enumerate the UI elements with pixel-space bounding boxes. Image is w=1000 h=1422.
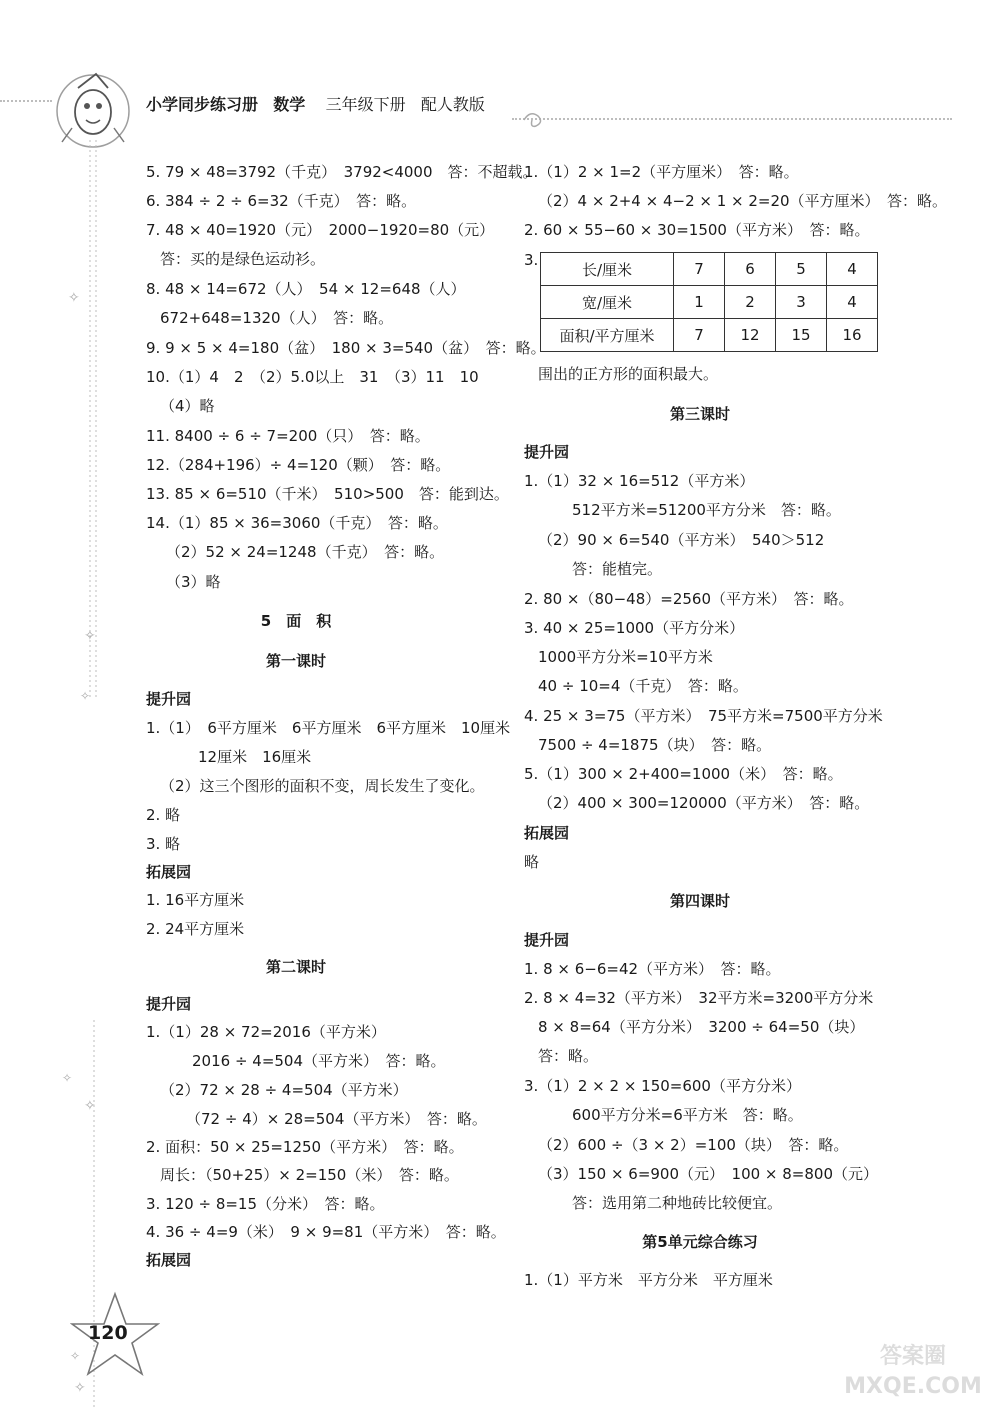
- lesson3-line-14: 略: [524, 853, 540, 871]
- table-row: [541, 253, 878, 286]
- header-rule-right: [512, 118, 952, 120]
- lesson4-line-6: 600平方分米=6平方米 答：略。: [572, 1106, 803, 1124]
- right-line-2: （2）4 × 2+4 × 4−2 × 1 × 2=20（平方厘米） 答：略。: [538, 192, 948, 210]
- svg-text:✧: ✧: [84, 628, 96, 644]
- lesson3-line-4: 答：能植完。: [572, 560, 663, 578]
- lesson3-line-9: 4. 25 × 3=75（平方米） 75平方米=7500平方分米: [524, 707, 883, 725]
- lesson3-line-1: 1.（1）32 × 16=512（平方米）: [524, 472, 755, 490]
- lesson3-line-2: 512平方米=51200平方分米 答：略。: [572, 501, 841, 519]
- lesson1-line-2: 12厘米 16厘米: [198, 748, 312, 766]
- left-line-3: 7. 48 × 40=1920（元） 2000−1920=80（元）: [146, 221, 495, 239]
- book-name: 小学同步练习册: [146, 95, 259, 114]
- table-cell: 长/厘米: [541, 253, 674, 286]
- table-note: 围出的正方形的面积最大。: [538, 365, 719, 383]
- lesson4-line-7: （2）600 ÷（3 × 2）=100（块） 答：略。: [538, 1136, 849, 1154]
- lesson2-line-8: 4. 36 ÷ 4=9（米） 9 × 9=81（平方米） 答：略。: [146, 1223, 506, 1241]
- lesson1-line-1: 1.（1） 6平方厘米 6平方厘米 6平方厘米 10厘米: [146, 719, 511, 737]
- lesson1-line-8: 2. 24平方厘米: [146, 920, 245, 938]
- svg-text:✧: ✧: [74, 1380, 86, 1396]
- lesson4-line-8: （3）150 × 6=900（元） 100 × 8=800（元）: [538, 1165, 878, 1183]
- table-cell: 7: [674, 253, 725, 286]
- review-title: 第5单元综合练习: [642, 1233, 758, 1251]
- table-cell: 6: [725, 253, 776, 286]
- lesson2-line-6: 周长：（50+25）× 2=150（米） 答：略。: [160, 1166, 459, 1184]
- left-line-14: （2）52 × 24=1248（千克） 答：略。: [166, 543, 445, 561]
- lesson4-upgrade-heading: 提升园: [524, 931, 570, 949]
- table-cell: 2: [725, 286, 776, 319]
- lesson4-line-5: 3.（1）2 × 2 × 150=600（平方分米）: [524, 1077, 801, 1095]
- table-cell: 宽/厘米: [541, 286, 674, 319]
- left-line-13: 14.（1）85 × 36=3060（千克） 答：略。: [146, 514, 448, 532]
- lesson1-line-7: 1. 16平方厘米: [146, 891, 245, 909]
- left-line-8: 10.（1）4 2 （2）5.0以上 31 （3）11 10: [146, 368, 479, 386]
- unit-title: 5 面 积: [260, 612, 332, 630]
- lesson2-line-4: （72 ÷ 4）× 28=504（平方米） 答：略。: [186, 1110, 487, 1128]
- table-cell: 5: [776, 253, 827, 286]
- grade: 三年级下册: [325, 95, 406, 114]
- table-row: [541, 319, 878, 352]
- svg-text:✧: ✧: [80, 689, 91, 703]
- lesson2-line-1: 1.（1）28 × 72=2016（平方米）: [146, 1023, 386, 1041]
- lesson3-line-12: （2）400 × 300=120000（平方米） 答：略。: [538, 794, 870, 812]
- left-line-2: 6. 384 ÷ 2 ÷ 6=32（千克） 答：略。: [146, 192, 417, 210]
- lesson4-title: 第四课时: [669, 892, 730, 910]
- left-margin-decoration: [60, 140, 110, 1420]
- lesson3-line-8: 40 ÷ 10=4（千克） 答：略。: [538, 677, 748, 695]
- table-cell: 4: [827, 253, 878, 286]
- table-cell: 1: [674, 286, 725, 319]
- edition: 配人教版: [420, 95, 485, 114]
- lesson4-line-3: 8 × 8=64（平方分米） 3200 ÷ 64=50（块）: [538, 1018, 865, 1036]
- lesson1-title: 第一课时: [265, 652, 326, 670]
- lesson3-extend-heading: 拓展园: [524, 824, 570, 842]
- lesson1-extend-heading: 拓展园: [146, 863, 192, 881]
- lesson3-line-3: （2）90 × 6=540（平方米） 540＞512: [538, 531, 825, 549]
- lesson1-line-4: 2. 略: [146, 806, 181, 824]
- left-line-5: 8. 48 × 14=672（人） 54 × 12=648（人）: [146, 280, 466, 298]
- lesson3-line-7: 1000平方分米=10平方米: [538, 648, 713, 666]
- lesson3-title: 第三课时: [669, 405, 730, 423]
- table-cell: 15: [776, 319, 827, 352]
- svg-text:✧: ✧: [68, 290, 80, 306]
- watermark-text: 答案圈 MXQE.COM: [844, 1344, 982, 1399]
- left-line-12: 13. 85 × 6=510（千米） 510>500 答：能到达。: [146, 485, 509, 503]
- page-number: 120: [88, 1322, 128, 1344]
- table-cell: 12: [725, 319, 776, 352]
- book-title: [146, 92, 485, 115]
- table-cell: 3: [776, 286, 827, 319]
- lesson3-upgrade-heading: 提升园: [524, 443, 570, 461]
- left-line-11: 12.（284+196）÷ 4=120（颗） 答：略。: [146, 456, 451, 474]
- left-line-7: 9. 9 × 5 × 4=180（盆） 180 × 3=540（盆） 答：略。: [146, 339, 546, 357]
- lesson1-upgrade-heading: 提升园: [146, 690, 192, 708]
- lesson2-line-7: 3. 120 ÷ 8=15（分米） 答：略。: [146, 1195, 385, 1213]
- lesson4-line-1: 1. 8 × 6−6=42（平方米） 答：略。: [524, 960, 781, 978]
- lesson3-line-5: 2. 80 ×（80−48）=2560（平方米） 答：略。: [524, 590, 854, 608]
- swirl-ornament-icon: [520, 108, 550, 130]
- lesson2-line-2: 2016 ÷ 4=504（平方米） 答：略。: [192, 1052, 446, 1070]
- lesson2-upgrade-heading: 提升园: [146, 995, 192, 1013]
- left-line-4: 答：买的是绿色运动衫。: [160, 250, 326, 268]
- lesson2-line-3: （2）72 × 28 ÷ 4=504（平方米）: [160, 1081, 408, 1099]
- left-line-6: 672+648=1320（人） 答：略。: [160, 309, 394, 327]
- left-line-9: （4）略: [160, 397, 215, 415]
- left-line-1: 5. 79 × 48=3792（千克） 3792<4000 答：不超载。: [146, 163, 538, 181]
- review-line-1: 1.（1）平方米 平方分米 平方厘米: [524, 1271, 773, 1289]
- right-line-1: 1.（1）2 × 1=2（平方厘米） 答：略。: [524, 163, 799, 181]
- lesson1-line-3: （2）这三个图形的面积不变，周长发生了变化。: [160, 777, 485, 795]
- watermark: [838, 1342, 988, 1412]
- table-cell: 面积/平方厘米: [541, 319, 674, 352]
- table-cell: 4: [827, 286, 878, 319]
- right-line-4: 3.: [524, 251, 539, 269]
- right-line-3: 2. 60 × 55−60 × 30=1500（平方米） 答：略。: [524, 221, 870, 239]
- header-rule-left: [0, 100, 52, 102]
- table-cell: 7: [674, 319, 725, 352]
- left-line-10: 11. 8400 ÷ 6 ÷ 7=200（只） 答：略。: [146, 427, 430, 445]
- lesson3-line-11: 5.（1）300 × 2+400=1000（米） 答：略。: [524, 765, 843, 783]
- svg-text:✧: ✧: [84, 1098, 96, 1114]
- table-cell: 16: [827, 319, 878, 352]
- left-line-15: （3）略: [166, 573, 221, 591]
- lesson3-line-6: 3. 40 × 25=1000（平方分米）: [524, 619, 745, 637]
- lesson4-line-2: 2. 8 × 4=32（平方米） 32平方米=3200平方分米: [524, 989, 874, 1007]
- table-row: [541, 286, 878, 319]
- lesson2-extend-heading: 拓展园: [146, 1251, 192, 1269]
- lesson2-line-5: 2. 面积：50 × 25=1250（平方米） 答：略。: [146, 1138, 464, 1156]
- svg-text:✧: ✧: [62, 1071, 73, 1085]
- lesson2-title: 第二课时: [265, 958, 326, 976]
- lesson1-line-5: 3. 略: [146, 835, 181, 853]
- lesson3-line-10: 7500 ÷ 4=1875（块） 答：略。: [538, 736, 772, 754]
- svg-text:✧: ✧: [70, 1349, 81, 1363]
- subject: 数学: [273, 95, 306, 114]
- lesson4-line-9: 答：选用第二种地砖比较便宜。: [572, 1194, 783, 1212]
- lesson4-line-4: 答：略。: [538, 1047, 599, 1065]
- dimensions-table: [540, 252, 878, 352]
